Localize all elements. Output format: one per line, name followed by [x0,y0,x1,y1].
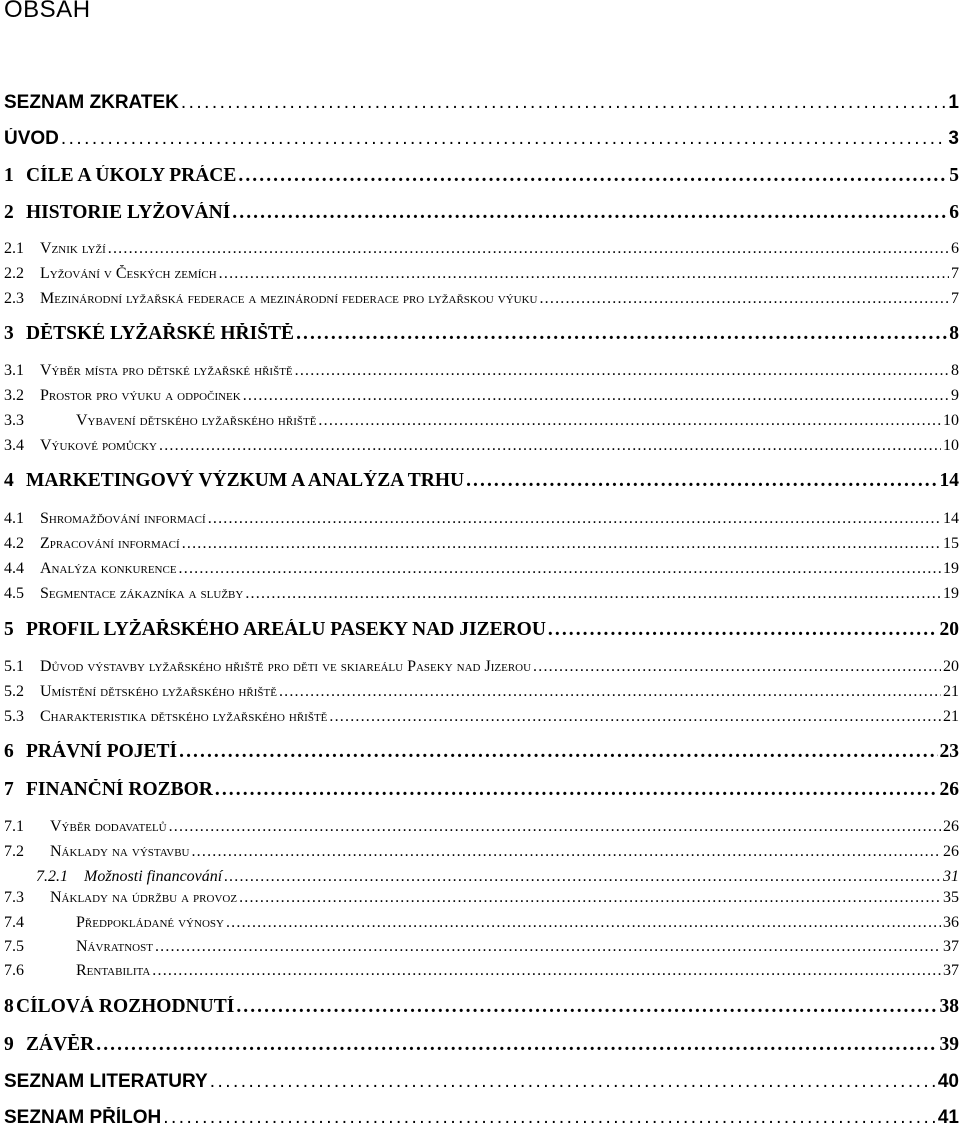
toc-entry-number: 4 [4,470,14,491]
toc-entry[interactable] [4,1071,959,1093]
toc-entry-title: Možnosti financování [84,868,223,885]
toc-entry-number: 7.4 [4,914,24,931]
toc-entry-page: 26 [939,779,959,800]
toc-entry[interactable] [4,165,959,187]
toc-dot-leader [296,323,947,345]
toc-entry-number: 9 [4,1034,14,1055]
toc-dot-leader [245,585,941,603]
toc-entry-page: 7 [951,290,959,307]
toc-entry[interactable] [4,128,959,150]
toc-entry[interactable] [4,996,959,1018]
toc-entry-page: 8 [949,323,959,344]
toc-entry-title: Důvod výstavby lyžařského hřiště pro děti ve skiareálu Paseky nad Jizerou [40,658,532,675]
toc-entry[interactable] [4,779,959,801]
toc-entry-title: SEZNAM ZKRATEK [4,92,179,113]
toc-dot-leader [224,868,941,886]
toc-entry-page: 41 [937,1107,959,1128]
toc-entry-title: ZÁVĚR [26,1034,95,1055]
toc-entry-title: SEZNAM LITERATURY [4,1071,208,1092]
toc-entry-number: 6 [4,741,14,762]
toc-entry-title: Výběr dodavatelů [50,818,167,835]
toc-entry-number: 7.3 [4,889,24,906]
toc-dot-leader [215,779,938,801]
toc-entry-number: 7 [4,779,14,800]
toc-entry-title: Rentabilita [76,962,151,979]
toc-entry-page: 14 [943,510,959,527]
toc-entry-number: 1 [4,165,14,186]
toc-dot-leader [169,818,941,836]
toc-entry[interactable] [4,962,959,980]
toc-dot-leader [208,510,941,528]
toc-dot-leader [548,619,938,641]
toc-entry-title: MARKETINGOVÝ VÝZKUM A ANALÝZA TRHU [26,470,465,491]
toc-entry-number: 4.4 [4,560,24,577]
toc-entry-number: 2.1 [4,240,24,257]
toc-dot-leader [179,741,937,763]
toc-dot-leader [179,560,941,578]
toc-entry-title: Zpracování informací [40,535,180,552]
toc-entry-title: Charakteristika dětského lyžařského hřiště [40,708,328,725]
toc-entry[interactable] [4,362,959,380]
toc-dot-leader [181,92,947,114]
toc-dot-leader [279,683,941,701]
toc-dot-leader [539,290,949,308]
toc-entry-title: Analýza konkurence [40,560,177,577]
toc-entry-title: CÍLOVÁ ROZHODNUTÍ [16,996,235,1017]
toc-entry[interactable] [4,202,959,224]
toc-dot-leader [226,914,941,932]
toc-entry-page: 23 [939,741,959,762]
toc-entry[interactable] [4,323,959,345]
toc-entry-page: 26 [943,818,959,835]
toc-entry-page: 26 [943,843,959,860]
toc-entry-number: 3.1 [4,362,24,379]
toc-dot-leader [152,962,941,980]
toc-entry-number: 3.3 [4,412,24,429]
toc-dot-leader [210,1071,936,1093]
toc-entry[interactable] [4,619,959,641]
toc-entry-page: 36 [943,914,959,931]
toc-entry-number: 2.3 [4,290,24,307]
toc-entry-number: 2.2 [4,265,24,282]
toc-entry-number: 7.5 [4,938,24,955]
toc-dot-leader [243,387,949,405]
toc-entry-number: 4.1 [4,510,24,527]
toc-entry[interactable] [4,437,959,455]
toc-entry[interactable] [4,889,959,907]
toc-entry-title: PROFIL LYŽAŘSKÉHO AREÁLU PASEKY NAD JIZEROU [26,619,546,640]
toc-entry-title: Lyžování v Českých zemích [40,265,217,282]
toc-dot-leader [236,996,937,1018]
toc-entry[interactable] [4,585,959,603]
toc-entry-title: Vybavení dětského lyžařského hřiště [76,412,317,429]
toc-entry[interactable] [4,387,959,405]
toc-entry-title: Výukové pomůcky [40,437,158,454]
toc-entry-title: ÚVOD [4,128,59,149]
toc-dot-leader [191,843,941,861]
toc-entry-number: 5 [4,619,14,640]
toc-entry-page: 7 [951,265,959,282]
toc-dot-leader [96,1034,937,1056]
toc-entry-title: PRÁVNÍ POJETÍ [26,741,178,762]
page-title: OBSAH [4,0,91,23]
toc-entry-number: 3 [4,323,14,344]
toc-entry-title: HISTORIE LYŽOVÁNÍ [26,202,231,223]
toc-entry-number: 5.2 [4,683,24,700]
toc-entry-title: Mezinárodní lyžařská federace a mezinárodní federace pro lyžařskou výuku [40,290,538,307]
toc-entry-title: CÍLE A ÚKOLY PRÁCE [26,165,237,186]
toc-entry-page: 20 [939,619,959,640]
toc-dot-leader [219,265,949,283]
toc-entry[interactable] [4,741,959,763]
toc-dot-leader [182,535,941,553]
toc-entry-page: 21 [943,708,959,725]
toc-entry-page: 35 [943,889,959,906]
toc-entry[interactable] [4,240,959,258]
toc-entry-number: 4.2 [4,535,24,552]
toc-dot-leader [239,889,941,907]
toc-entry-page: 3 [948,128,959,149]
toc-entry-title: Segmentace zákazníka a služby [40,585,244,602]
toc-entry-number: 4.5 [4,585,24,602]
toc-dot-leader [159,437,941,455]
toc-dot-leader [329,708,941,726]
toc-entry-title: DĚTSKÉ LYŽAŘSKÉ HŘIŠTĚ [26,323,295,344]
toc-entry-number: 7.1 [4,818,24,835]
toc-entry-title: Předpokládané výnosy [76,914,224,931]
toc-entry[interactable] [4,290,959,308]
toc-entry[interactable] [4,560,959,578]
toc-entry-page: 14 [939,470,959,491]
toc-entry[interactable] [4,914,959,932]
toc-entry-page: 31 [943,868,959,885]
toc-entry-number: 3.2 [4,387,24,404]
toc-entry-page: 8 [951,362,959,379]
toc-entry-page: 10 [943,437,959,454]
toc-entry-page: 19 [943,585,959,602]
toc-entry-title: FINANČNÍ ROZBOR [26,779,213,800]
toc-entry-number: 7.2.1 [36,868,68,885]
toc-entry-page: 6 [949,202,959,223]
toc-entry[interactable] [4,412,959,430]
toc-entry-page: 15 [943,535,959,552]
toc-dot-leader [533,658,941,676]
toc-entry-page: 40 [937,1071,959,1092]
toc-dot-leader [155,938,941,956]
toc-entry-title: Umístění dětského lyžařského hřiště [40,683,277,700]
toc-entry[interactable] [4,843,959,861]
toc-entry-page: 38 [939,996,959,1017]
toc-entry[interactable] [4,470,959,492]
toc-entry[interactable] [4,535,959,553]
toc-entry-number: 7.6 [4,962,24,979]
toc-dot-leader [232,202,947,224]
toc-entry[interactable] [4,818,959,836]
toc-dot-leader [295,362,949,380]
toc-entry-page: 37 [943,938,959,955]
toc-entry[interactable] [4,1107,959,1129]
toc-entry-page: 39 [939,1034,959,1055]
toc-entry-title: Náklady na údržbu a provoz [50,889,238,906]
toc-entry-number: 5.3 [4,708,24,725]
toc-entry[interactable] [4,868,959,886]
toc-entry[interactable] [4,1034,959,1056]
toc-entry-page: 19 [943,560,959,577]
toc-entry[interactable] [4,938,959,956]
toc-entry[interactable] [4,265,959,283]
toc-entry-number: 7.2 [4,843,24,860]
toc-entry-page: 10 [943,412,959,429]
toc-entry-page: 37 [943,962,959,979]
toc-entry-number: 2 [4,202,14,223]
toc-entry-title: Vznik lyží [40,240,106,257]
toc-entry[interactable] [4,92,959,114]
toc-dot-leader [238,165,947,187]
toc-entry-number: 8 [4,996,14,1017]
toc-entry-title: Shromažďování informací [40,510,206,527]
toc-dot-leader [163,1107,936,1129]
toc-entry[interactable] [4,510,959,528]
toc-entry-title: SEZNAM PŘÍLOH [4,1107,162,1128]
toc-dot-leader [61,128,947,150]
toc-entry-page: 21 [943,683,959,700]
toc-entry-page: 9 [951,387,959,404]
toc-dot-leader [466,470,937,492]
toc-entry[interactable] [4,683,959,701]
toc-dot-leader [318,412,941,430]
toc-entry[interactable] [4,708,959,726]
toc-entry[interactable] [4,658,959,676]
toc-entry-title: Prostor pro výuku a odpočinek [40,387,241,404]
toc-entry-title: Výběr místa pro dětské lyžařské hřiště [40,362,293,379]
toc-entry-page: 1 [948,92,959,113]
toc-entry-number: 3.4 [4,437,24,454]
toc-entry-title: Návratnost [76,938,153,955]
toc-entry-title: Náklady na výstavbu [50,843,190,860]
toc-entry-page: 5 [949,165,959,186]
toc-entry-page: 20 [943,658,959,675]
toc-dot-leader [108,240,949,258]
toc-entry-page: 6 [951,240,959,257]
toc-entry-number: 5.1 [4,658,24,675]
